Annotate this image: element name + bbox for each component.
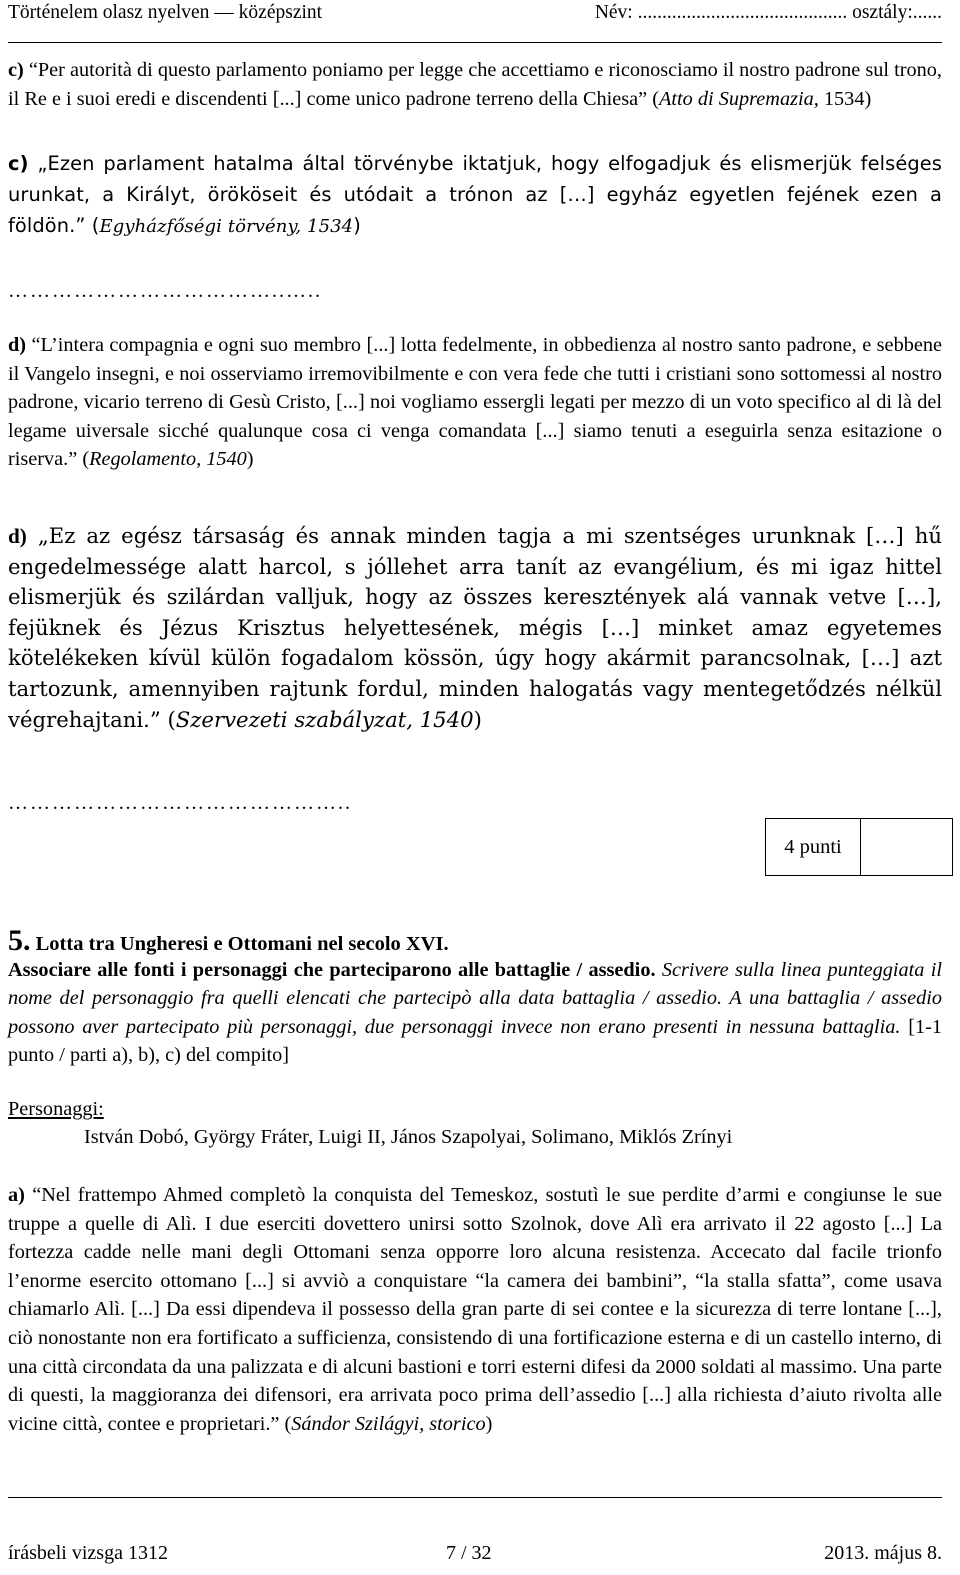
source-a-italian	[8, 1181, 942, 1438]
source-a-close: )	[485, 1412, 493, 1435]
source-c-year: 1534)	[818, 87, 872, 110]
score-field[interactable]	[861, 819, 952, 875]
personaggi-label: Personaggi:	[8, 1098, 104, 1120]
source-c-italian	[8, 56, 942, 113]
source-a-text: “Nel frattempo Ahmed completò la conquista del Temeskoz, sostutì le sue perdite d’armi e congiunse le sue truppe a quelle di Alì. I due eserciti dovettero unirsi sotto Szolnok, dove Alì era arrivato il 22 agosto [...] La fortezza cadde nelle mani degli Ottomani senza opporre loro alcuna resistenza. Accecato dal facile trionfo l’enorme esercito ottomano [...] si avviò a conquistare “la camera dei bambini”, “la stalla sfatta”, come usava chiamarlo Alì. [...] Da essi dipendeva il possesso della gran parte di sei contee e la sicurezza di terre lontane [...], ciò nonostante non era fortificato a sufficienza, consistendo di una fortificazione esterna e di un castello interno, di una città circondata da una palizzata e di alcuni bastioni e torri esterni difesi da 2000 soldati al massimo. Una parte di questi, la maggioranza dei difensori, era arrivata poco prima dell’assedio [...] alla richiesta d’aiuto rivolta alle vicine città, contee e proprietari.” (	[8, 1184, 942, 1435]
instruction-bold: Associare alle fonti i personaggi che parteciparono alle battaglie / assedio.	[8, 959, 656, 981]
source-d-italian	[8, 331, 942, 474]
source-d-hungarian	[8, 521, 942, 735]
source-a-citation: Sándor Szilágyi, storico	[291, 1412, 486, 1435]
points-label: 4 punti	[766, 819, 861, 875]
exercise-number: 5.	[8, 924, 31, 957]
exercise-title	[8, 924, 449, 958]
source-c-hu-close: )	[353, 214, 361, 238]
footer-page-number: 7 / 32	[446, 1542, 492, 1564]
source-d-tag: d)	[8, 334, 27, 356]
personaggi-list: István Dobó, György Fráter, Luigi II, János Szapolyai, Solimano, Miklós Zrínyi	[84, 1126, 733, 1148]
footer-date: 2013. május 8.	[824, 1542, 942, 1564]
source-d-hu-close: )	[473, 706, 482, 732]
source-d-hu-text: „Ez az egész társaság és annak minden tagja a mi szentséges urunknak […] hű engedelmessége alatt harcol, s jóllehet arra tanít az evangélium, és mi igaz hittel elismerjük és szilárdan valljuk, hogy az összes keresztények alá vannak vetve […], fejüknek és Jézus Krisztus helyettesének, mégis […] minket amaz egyetemes kötelékeken kívül külön fogadalom kössön, úgy hogy akármit parancsolnak, […] azt tartozunk, amennyiben rajtunk fordul, minden halogatás vagy mentegetődzés nélkül végrehajtani.” (	[8, 523, 942, 732]
footer-exam-code: írásbeli vizsga 1312	[8, 1542, 168, 1564]
instruction-italic: Scrivere sulla linea punteggiata il nome del personaggio fra quelli elencati che partecipò alla data battaglia / assedio. A una battaglia / assedio possono aver partecipato più personaggi, due personaggi invece non erano presenti in nessuna battaglia.	[8, 959, 942, 1038]
source-d-citation: Regolamento, 1540	[89, 448, 247, 471]
instruction-points: [1-1 punto / parti a), b), c) del compito]	[8, 1015, 943, 1067]
page-header	[8, 0, 942, 42]
answer-line-c[interactable]: ………………………………..…..	[8, 280, 322, 302]
source-c-hungarian	[8, 148, 942, 243]
source-d-hu-citation: Szervezeti szabályzat, 1540	[175, 706, 474, 732]
source-d-text: “L’intera compagnia e ogni suo membro [...] lotta fedelmente, in obbedienza al nostro santo padrone, e sebbene il Vangelo insegni, e noi osserviamo irremovibilmente e con vera fede che tutti i cristiani sono sottomessi al nostro padrone, vicario terreno di Gesù Cristo, [...] noi vogliamo essergli legati per mezzo di un voto specifico al di là del legame uiversale sicché qualunque cosa ci venga comandata [...] siamo tenuti a eseguirla senza esitazione o riserva.” (	[8, 334, 942, 471]
source-a-tag: a)	[8, 1184, 25, 1206]
source-c-text: “Per autorità di questo parlamento poniamo per legge che accettiamo e riconosciamo il nostro padrone sul trono, il Re e i suoi eredi e discendenti [...] come unico padrone terreno della Chiesa” (	[8, 59, 942, 110]
source-c-citation: Atto di Supremazia,	[659, 87, 819, 110]
source-c-hu-tag: c)	[8, 152, 29, 175]
source-c-hu-text: „Ezen parlament hatalma által törvénybe iktatjuk, hogy elfogadjuk és elismerjük felséges urunkat, a Királyt, örököseit és utódait a trónon az […] egyház egyetlen fejének ezen a földön.” (	[8, 152, 942, 238]
exercise-instructions	[8, 956, 942, 1070]
source-d-hu-tag: d)	[8, 524, 27, 548]
header-name-class: Név: ........................................... osztály:......	[594, 2, 942, 23]
points-box	[765, 818, 953, 876]
header-subject: Történelem olasz nyelven — középszint	[8, 2, 323, 23]
header-rule	[8, 42, 942, 43]
answer-line-d[interactable]: ………………………………………..	[8, 792, 352, 814]
footer-rule	[8, 1497, 942, 1498]
source-c-tag: c)	[8, 59, 24, 81]
source-d-close: )	[246, 448, 254, 471]
exercise-heading: Lotta tra Ungheresi e Ottomani nel secolo XVI.	[30, 933, 449, 955]
source-c-hu-citation: Egyházfőségi törvény, 1534	[99, 216, 354, 238]
